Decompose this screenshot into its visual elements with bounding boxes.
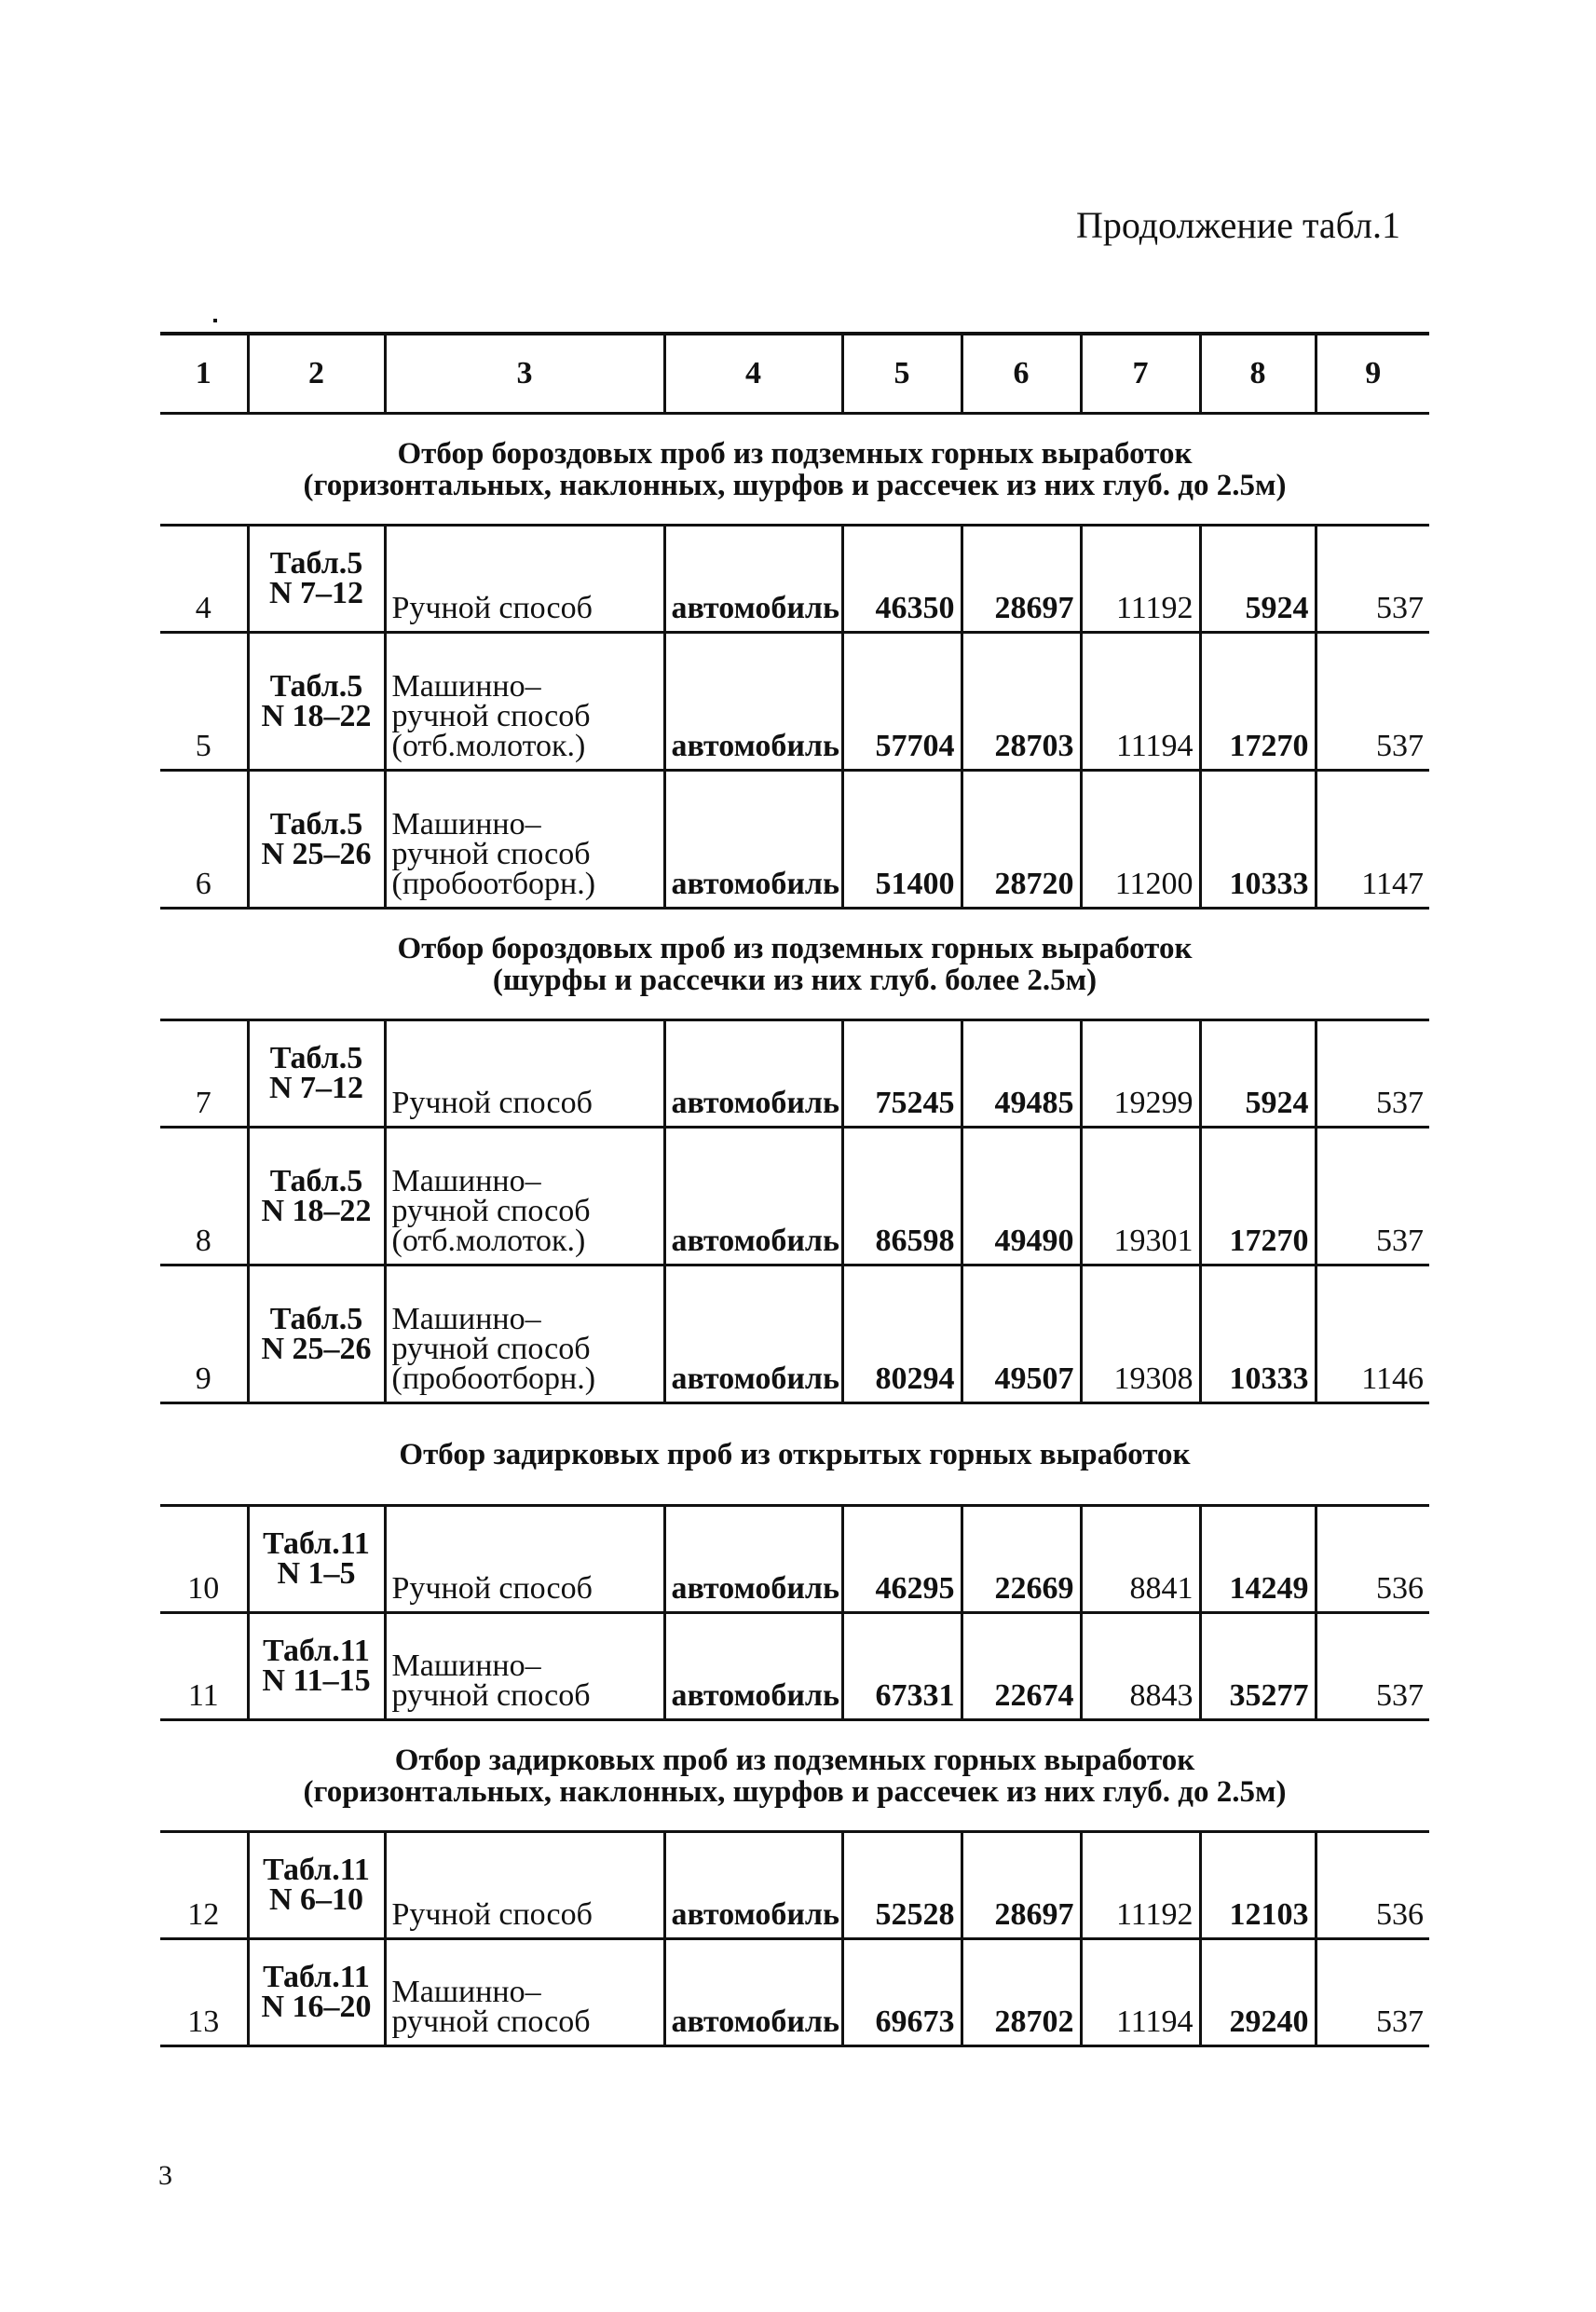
table-reference-line: N 7–12 xyxy=(268,576,364,610)
value-cell-c6: 28703 xyxy=(962,633,1081,771)
scan-mark xyxy=(213,319,217,322)
transport-cell: автомобиль xyxy=(664,771,842,909)
method-cell xyxy=(385,1506,664,1613)
value-cell-c8: 35277 xyxy=(1200,1613,1316,1720)
method-line: (отб.молоток.) xyxy=(391,729,586,763)
transport-cell: автомобиль xyxy=(664,1832,842,1939)
value-cell-c6: 28697 xyxy=(962,1832,1081,1939)
value-cell-c8: 14249 xyxy=(1200,1506,1316,1613)
method-line: Ручной способ xyxy=(391,1897,593,1932)
value-cell-c9: 537 xyxy=(1316,1128,1429,1265)
table-row xyxy=(160,1939,1429,2046)
method-line: (пробоотборн.) xyxy=(391,1361,596,1396)
value-cell-c9: 537 xyxy=(1316,1613,1429,1720)
table-row xyxy=(160,1265,1429,1403)
table-reference-line: N 1–5 xyxy=(277,1556,356,1591)
header-row xyxy=(160,334,1429,414)
value-cell-c8: 17270 xyxy=(1200,633,1316,771)
table-reference-cell xyxy=(248,1939,385,2046)
transport-cell: автомобиль xyxy=(664,1613,842,1720)
column-header: 5 xyxy=(842,334,962,414)
section-heading-line: Отбор задирковых проб из открытых горных выработок xyxy=(399,1437,1191,1471)
value-cell-c8: 5924 xyxy=(1200,1020,1316,1128)
table-reference-line: Табл.5 xyxy=(269,668,363,704)
table-reference-line: N 7–12 xyxy=(268,1071,364,1105)
transport-cell: автомобиль xyxy=(664,1939,842,2046)
method-line: Машинно– xyxy=(391,1164,541,1198)
method-cell xyxy=(385,633,664,771)
value-cell-c9: 536 xyxy=(1316,1832,1429,1939)
transport-cell: автомобиль xyxy=(664,1128,842,1265)
value-cell-c9: 537 xyxy=(1316,1020,1429,1128)
table-reference-cell xyxy=(248,1265,385,1403)
value-cell-c5: 57704 xyxy=(842,633,962,771)
value-cell-c8: 5924 xyxy=(1200,526,1316,633)
table-reference-line: Табл.5 xyxy=(269,1301,363,1336)
value-cell-c7: 19299 xyxy=(1081,1020,1200,1128)
table-reference-cell xyxy=(248,633,385,771)
method-cell xyxy=(385,771,664,909)
section-heading-row xyxy=(160,1720,1429,1832)
table-reference-line: Табл.11 xyxy=(263,1960,370,1994)
value-cell-c9: 537 xyxy=(1316,633,1429,771)
data-table xyxy=(160,332,1429,2047)
method-line: Машинно– xyxy=(391,1975,541,2009)
value-cell-c9: 537 xyxy=(1316,1939,1429,2046)
table-reference-line: Табл.5 xyxy=(269,806,363,841)
column-header: 2 xyxy=(248,334,385,414)
section-heading-line: (горизонтальных, наклонных, шурфов и рассечек из них глуб. до 2.5м) xyxy=(303,1774,1287,1809)
method-cell xyxy=(385,526,664,633)
table-reference-line: N 25–26 xyxy=(261,836,372,871)
transport-cell: автомобиль xyxy=(664,1506,842,1613)
row-number-cell: 6 xyxy=(160,771,248,909)
value-cell-c7: 11192 xyxy=(1081,526,1200,633)
table-reference-cell xyxy=(248,1020,385,1128)
section-heading-line: Отбор бороздовых проб из подземных горных выработок xyxy=(397,436,1193,471)
method-line: Машинно– xyxy=(391,1648,541,1683)
method-cell xyxy=(385,1832,664,1939)
value-cell-c6: 22674 xyxy=(962,1613,1081,1720)
table-row xyxy=(160,526,1429,633)
row-number-cell: 5 xyxy=(160,633,248,771)
transport-cell: автомобиль xyxy=(664,1020,842,1128)
section-heading-line: (горизонтальных, наклонных, шурфов и рассечек из них глуб. до 2.5м) xyxy=(303,468,1287,502)
method-line: Ручной способ xyxy=(391,591,593,625)
value-cell-c8: 10333 xyxy=(1200,1265,1316,1403)
table-reference-line: N 16–20 xyxy=(261,1990,372,2024)
method-line: ручной способ xyxy=(391,699,591,733)
value-cell-c5: 80294 xyxy=(842,1265,962,1403)
method-line: ручной способ xyxy=(391,2004,591,2039)
table-reference-line: N 6–10 xyxy=(268,1882,364,1917)
row-number-cell: 7 xyxy=(160,1020,248,1128)
value-cell-c7: 11194 xyxy=(1081,633,1200,771)
section-heading-row xyxy=(160,414,1429,526)
table-reference-line: N 18–22 xyxy=(261,698,372,733)
value-cell-c6: 49490 xyxy=(962,1128,1081,1265)
table-row xyxy=(160,1613,1429,1720)
transport-cell: автомобиль xyxy=(664,633,842,771)
column-header: 1 xyxy=(160,334,248,414)
table-row xyxy=(160,1020,1429,1128)
method-line: Машинно– xyxy=(391,1302,541,1336)
method-line: Машинно– xyxy=(391,669,541,704)
row-number-cell: 4 xyxy=(160,526,248,633)
method-line: (пробоотборн.) xyxy=(391,867,596,901)
table-reference-line: Табл.11 xyxy=(263,1526,370,1561)
table-reference-cell xyxy=(248,1613,385,1720)
value-cell-c7: 8841 xyxy=(1081,1506,1200,1613)
method-cell xyxy=(385,1265,664,1403)
row-number-cell: 11 xyxy=(160,1613,248,1720)
value-cell-c9: 1147 xyxy=(1316,771,1429,909)
method-line: Ручной способ xyxy=(391,1086,593,1120)
method-line: ручной способ xyxy=(391,1194,591,1228)
section-heading xyxy=(160,414,1429,526)
table-row xyxy=(160,771,1429,909)
table-row xyxy=(160,1128,1429,1265)
value-cell-c7: 11200 xyxy=(1081,771,1200,909)
value-cell-c6: 28702 xyxy=(962,1939,1081,2046)
table-reference-line: Табл.11 xyxy=(263,1634,370,1668)
section-heading xyxy=(160,909,1429,1020)
row-number-cell: 9 xyxy=(160,1265,248,1403)
row-number-cell: 12 xyxy=(160,1832,248,1939)
value-cell-c5: 86598 xyxy=(842,1128,962,1265)
section-heading-line: (шурфы и рассечки из них глуб. более 2.5м) xyxy=(492,963,1098,997)
continuation-title: Продолжение табл.1 xyxy=(1076,204,1400,246)
value-cell-c9: 1146 xyxy=(1316,1265,1429,1403)
section-heading-line: Отбор бороздовых проб из подземных горных выработок xyxy=(397,931,1193,965)
row-number-cell: 8 xyxy=(160,1128,248,1265)
page-number: 3 xyxy=(158,2160,172,2191)
transport-cell: автомобиль xyxy=(664,1265,842,1403)
table-reference-cell xyxy=(248,1832,385,1939)
value-cell-c6: 49485 xyxy=(962,1020,1081,1128)
method-cell xyxy=(385,1613,664,1720)
table-row xyxy=(160,633,1429,771)
method-line: ручной способ xyxy=(391,837,591,871)
value-cell-c7: 8843 xyxy=(1081,1613,1200,1720)
section-heading-row xyxy=(160,1403,1429,1506)
transport-cell: автомобиль xyxy=(664,526,842,633)
table-row xyxy=(160,1832,1429,1939)
method-cell xyxy=(385,1939,664,2046)
method-line: ручной способ xyxy=(391,1678,591,1713)
value-cell-c8: 17270 xyxy=(1200,1128,1316,1265)
column-header: 6 xyxy=(962,334,1081,414)
value-cell-c7: 19301 xyxy=(1081,1128,1200,1265)
column-header: 9 xyxy=(1316,334,1429,414)
table-reference-cell xyxy=(248,771,385,909)
section-heading xyxy=(160,1720,1429,1832)
column-header: 8 xyxy=(1200,334,1316,414)
table-reference-line: N 25–26 xyxy=(261,1331,372,1366)
table-reference-line: Табл.5 xyxy=(269,546,363,581)
value-cell-c6: 22669 xyxy=(962,1506,1081,1613)
method-line: Ручной способ xyxy=(391,1571,593,1606)
value-cell-c5: 67331 xyxy=(842,1613,962,1720)
method-line: Машинно– xyxy=(391,807,541,841)
value-cell-c5: 46295 xyxy=(842,1506,962,1613)
method-line: (отб.молоток.) xyxy=(391,1224,586,1258)
value-cell-c5: 69673 xyxy=(842,1939,962,2046)
value-cell-c9: 536 xyxy=(1316,1506,1429,1613)
value-cell-c7: 11194 xyxy=(1081,1939,1200,2046)
method-cell xyxy=(385,1128,664,1265)
table-reference-line: Табл.11 xyxy=(263,1853,370,1887)
value-cell-c9: 537 xyxy=(1316,526,1429,633)
section-heading-line: Отбор задирковых проб из подземных горных выработок xyxy=(394,1743,1195,1777)
value-cell-c7: 11192 xyxy=(1081,1832,1200,1939)
column-header: 3 xyxy=(385,334,664,414)
value-cell-c5: 51400 xyxy=(842,771,962,909)
value-cell-c5: 46350 xyxy=(842,526,962,633)
table-reference-line: Табл.5 xyxy=(269,1041,363,1075)
section-heading-row xyxy=(160,909,1429,1020)
row-number-cell: 10 xyxy=(160,1506,248,1613)
method-cell xyxy=(385,1020,664,1128)
value-cell-c5: 52528 xyxy=(842,1832,962,1939)
table-row xyxy=(160,1506,1429,1613)
value-cell-c8: 10333 xyxy=(1200,771,1316,909)
value-cell-c6: 28697 xyxy=(962,526,1081,633)
column-header: 4 xyxy=(664,334,842,414)
value-cell-c8: 29240 xyxy=(1200,1939,1316,2046)
table-reference-cell xyxy=(248,1506,385,1613)
table-reference-cell xyxy=(248,1128,385,1265)
table-reference-line: Табл.5 xyxy=(269,1163,363,1198)
value-cell-c6: 49507 xyxy=(962,1265,1081,1403)
value-cell-c5: 75245 xyxy=(842,1020,962,1128)
row-number-cell: 13 xyxy=(160,1939,248,2046)
table-reference-line: N 11–15 xyxy=(262,1663,371,1698)
table-reference-line: N 18–22 xyxy=(261,1193,372,1228)
table-reference-cell xyxy=(248,526,385,633)
column-header: 7 xyxy=(1081,334,1200,414)
value-cell-c7: 19308 xyxy=(1081,1265,1200,1403)
section-heading xyxy=(160,1403,1429,1506)
value-cell-c8: 12103 xyxy=(1200,1832,1316,1939)
value-cell-c6: 28720 xyxy=(962,771,1081,909)
method-line: ручной способ xyxy=(391,1332,591,1366)
